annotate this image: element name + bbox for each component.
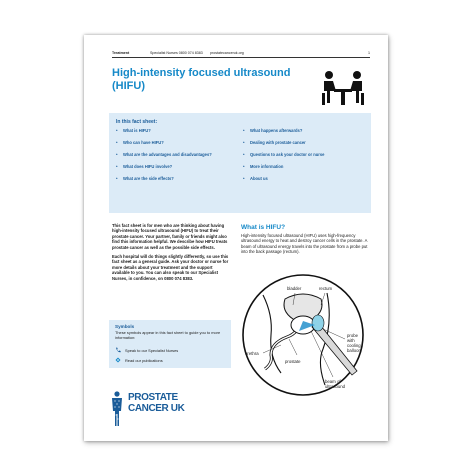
label-probe: balloon xyxy=(347,348,361,353)
label-probe: probe xyxy=(347,333,358,338)
logo-wordmark: PROSTATE CANCER UK xyxy=(128,392,185,414)
page-title: High-intensity focused ultrasound (HIFU) xyxy=(112,67,291,92)
header-bar xyxy=(112,49,370,58)
man-figure-icon xyxy=(111,391,123,427)
symbol-nurses-label: Speak to our Specialist Nurses xyxy=(125,347,179,353)
header-section: Treatment xyxy=(112,51,130,55)
what-is-body: High-intensity focused ultrasound (HIFU) uses high-frequency ultrasound energy to heat and destroy cancer cells in the prostate. A beam of ultrasound energy travels into the prostate from a probe put into the back passage (rectum). xyxy=(241,233,368,255)
symbols-description: These symbols appear in this fact sheet to guide you to more information: xyxy=(115,330,221,340)
header-url[interactable]: prostatecanceruk.org xyxy=(210,51,244,55)
contents-item[interactable]: • What is HIFU? xyxy=(116,128,151,133)
label-beam: beam of xyxy=(325,379,341,384)
contents-item[interactable]: • What are the advantages and disadvantages? xyxy=(116,152,212,158)
contents-item[interactable]: • Who can have HIFU? xyxy=(116,140,164,146)
contents-item[interactable]: • Dealing with prostate cancer xyxy=(243,140,306,146)
people-talking-icon xyxy=(320,69,366,107)
contents-item[interactable]: • More information xyxy=(243,164,284,170)
symbol-row-nurses xyxy=(115,347,178,353)
label-bladder: bladder xyxy=(287,286,302,291)
symbols-heading: Symbols xyxy=(115,324,135,329)
contents-item[interactable]: • What are the side effects? xyxy=(116,176,174,182)
label-probe: with xyxy=(347,338,355,343)
contents-heading: In this fact sheet: xyxy=(116,119,158,125)
cooling-balloon xyxy=(312,315,324,331)
contents-item[interactable]: • Questions to ask your doctor or nurse xyxy=(243,152,325,158)
phone-icon xyxy=(115,347,121,353)
header-nurses-phone: Specialist Nurses 0800 074 8383 xyxy=(150,51,203,55)
fact-sheet-page xyxy=(84,35,388,441)
diagram-circle xyxy=(243,275,363,395)
contents-list-right xyxy=(243,128,363,188)
hifu-diagram xyxy=(241,259,375,399)
label-rectum: rectum xyxy=(319,286,333,291)
symbol-publications-label: Read our publications xyxy=(125,357,163,363)
contents-item[interactable]: • About us xyxy=(243,176,268,182)
prostate-cancer-uk-logo[interactable] xyxy=(106,387,216,433)
contents-panel xyxy=(109,113,371,213)
intro-text xyxy=(112,223,229,285)
contents-item[interactable]: • What does HIFU involve? xyxy=(116,164,173,170)
label-urethra: urethra xyxy=(245,351,259,356)
intro-paragraph: Each hospital will do things slightly differently, so use this fact sheet as a general guide. Ask your doctor or nurse for more details about your treatment and the support available to you. You can also speak to our Specialist Nurses, in confidence, on 0800 074 8383. xyxy=(112,254,229,281)
what-is-heading: What is HIFU? xyxy=(241,224,286,231)
contents-list-left xyxy=(116,128,236,188)
label-prostate: prostate xyxy=(285,359,301,364)
symbols-box xyxy=(109,320,231,368)
publications-icon xyxy=(115,357,121,363)
intro-paragraph: This fact sheet is for men who are thinking about having high-intensity focused ultrasound (HIFU) to treat their prostate cancer. Your partner, family or friends might also find this information helpful. We describe how HIFU treats prostate cancer as well as the possible side effects. xyxy=(112,223,228,250)
symbol-row-publications xyxy=(115,357,163,363)
header-page-number: 1 xyxy=(368,51,370,55)
label-beam: ultrasound xyxy=(325,384,346,389)
contents-item[interactable]: • What happens afterwards? xyxy=(243,128,303,133)
label-probe: cooling xyxy=(347,343,361,348)
